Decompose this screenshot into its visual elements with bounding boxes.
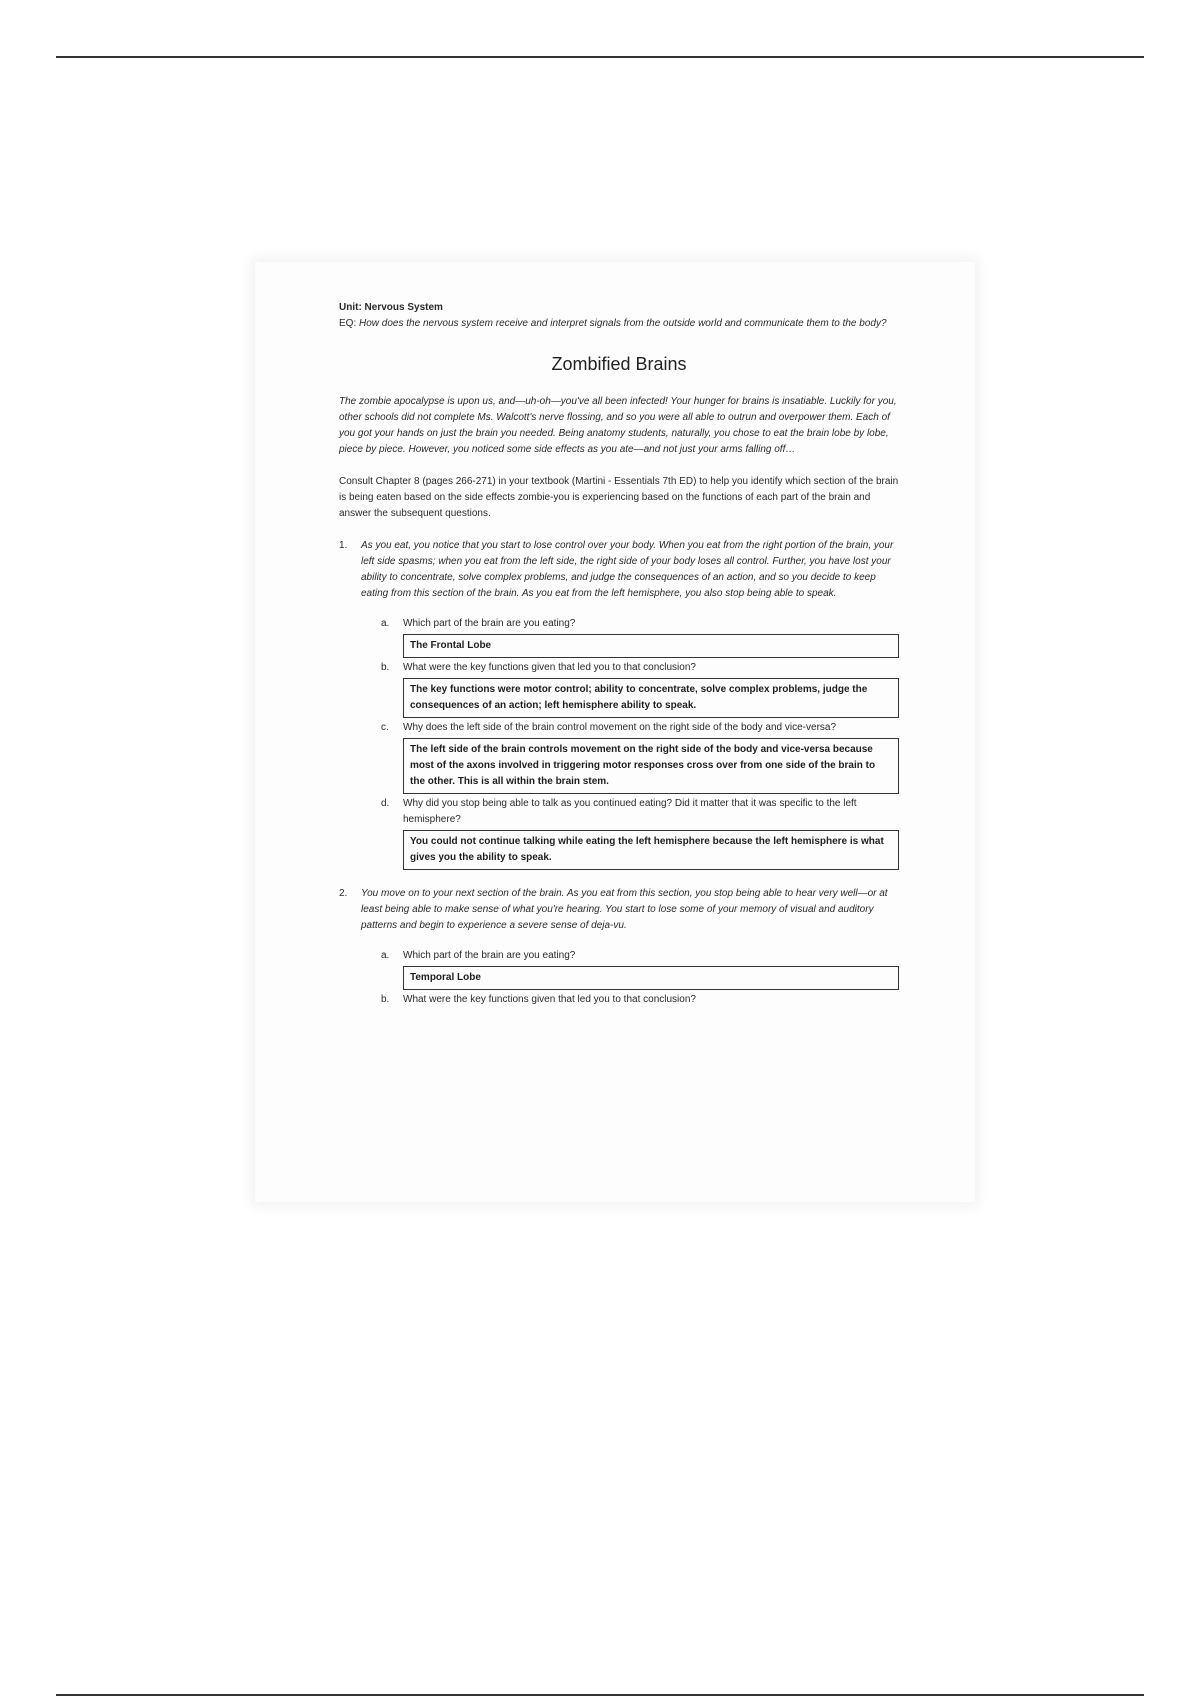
answer-box-1d[interactable]: You could not continue talking while eating the left hemisphere because the left hemisphere is what gives you the ability to speak. (403, 830, 899, 870)
bottom-rule (56, 1694, 1144, 1696)
subquestion-letter: a. (381, 618, 390, 629)
eq-prefix: EQ: (339, 318, 360, 329)
subquestion-1d (381, 796, 899, 828)
consult-paragraph: Consult Chapter 8 (pages 266-271) in your textbook (Martini - Essentials 7th ED) to help you identify which section of the brain is being eaten based on the side effects zombie-you is experiencing based on the functions of each part of the brain and answer the subsequent questions. (339, 476, 899, 519)
subquestion-prompt: What were the key functions given that led you to that conclusion? (403, 662, 696, 673)
subquestion-letter: a. (381, 950, 390, 961)
answer-box-1b[interactable]: The key functions were motor control; ability to concentrate, solve complex problems, judge the consequences of an action; left hemisphere ability to speak. (403, 678, 899, 718)
page-content (339, 300, 899, 1024)
question-1-stem (339, 538, 899, 602)
subquestion-prompt: Which part of the brain are you eating? (403, 618, 576, 629)
subquestion-letter: c. (381, 722, 389, 733)
question-2-stem (339, 886, 899, 934)
subquestion-prompt: Why did you stop being able to talk as you continued eating? Did it matter that it was specific to the left hemisphere? (403, 798, 857, 825)
subquestion-2b (381, 992, 899, 1008)
question-2-subquestions (339, 948, 899, 1008)
subquestion-2a (381, 948, 899, 964)
unit-heading: Unit: Nervous System (339, 302, 443, 313)
subquestion-prompt: Which part of the brain are you eating? (403, 950, 576, 961)
question-1 (339, 538, 899, 870)
subquestion-1c (381, 720, 899, 736)
question-number: 1. (339, 540, 348, 551)
answer-box-1a[interactable]: The Frontal Lobe (403, 634, 899, 658)
essential-question (339, 316, 899, 332)
question-number: 2. (339, 888, 348, 899)
page-title: Zombified Brains (551, 354, 687, 374)
eq-question-text: How does the nervous system receive and interpret signals from the outside world and communicate them to the body? (359, 318, 887, 329)
subquestion-1b (381, 660, 899, 676)
question-2 (339, 886, 899, 1008)
subquestion-1a (381, 616, 899, 632)
question-1-subquestions (339, 616, 899, 870)
question-text: You move on to your next section of the brain. As you eat from this section, you stop being able to hear very well—or at least being able to make sense of what you're hearing. You start to lose some of your memory of visual and auditory patterns and begin to experience a severe sense of deja-vu. (361, 888, 888, 931)
subquestion-letter: d. (381, 798, 390, 809)
question-text: As you eat, you notice that you start to lose control over your body. When you eat from the right portion of the brain, your left side spasms; when you eat from the left side, the right side of your body loses all control. Further, you have lost your ability to concentrate, solve complex problems, and judge the consequences of an action, and so you decide to keep eating from this section of the brain. As you eat from the left hemisphere, you also stop being able to speak. (361, 540, 894, 599)
top-rule (56, 56, 1144, 58)
intro-paragraph: The zombie apocalypse is upon us, and—uh-oh—you've all been infected! Your hunger for brains is insatiable. Luckily for you, other schools did not complete Ms. Walcott's nerve flossing, and so you were all able to outrun and overpower them. Each of you got your hands on just the brain you needed. Being anatomy students, naturally, you chose to eat the brain lobe by lobe, piece by piece. However, you noticed some side effects as you ate—and not just your arms falling off… (339, 396, 897, 455)
subquestion-prompt: What were the key functions given that led you to that conclusion? (403, 994, 696, 1005)
subquestion-prompt: Why does the left side of the brain control movement on the right side of the body and vice-versa? (403, 722, 837, 733)
answer-box-1c[interactable]: The left side of the brain controls movement on the right side of the body and vice-versa because most of the axons involved in triggering motor responses cross over from one side of the brain to the other. This is all within the brain stem. (403, 738, 899, 794)
document-page (255, 262, 975, 1202)
subquestion-letter: b. (381, 662, 390, 673)
subquestion-letter: b. (381, 994, 390, 1005)
answer-box-2a[interactable]: Temporal Lobe (403, 966, 899, 990)
